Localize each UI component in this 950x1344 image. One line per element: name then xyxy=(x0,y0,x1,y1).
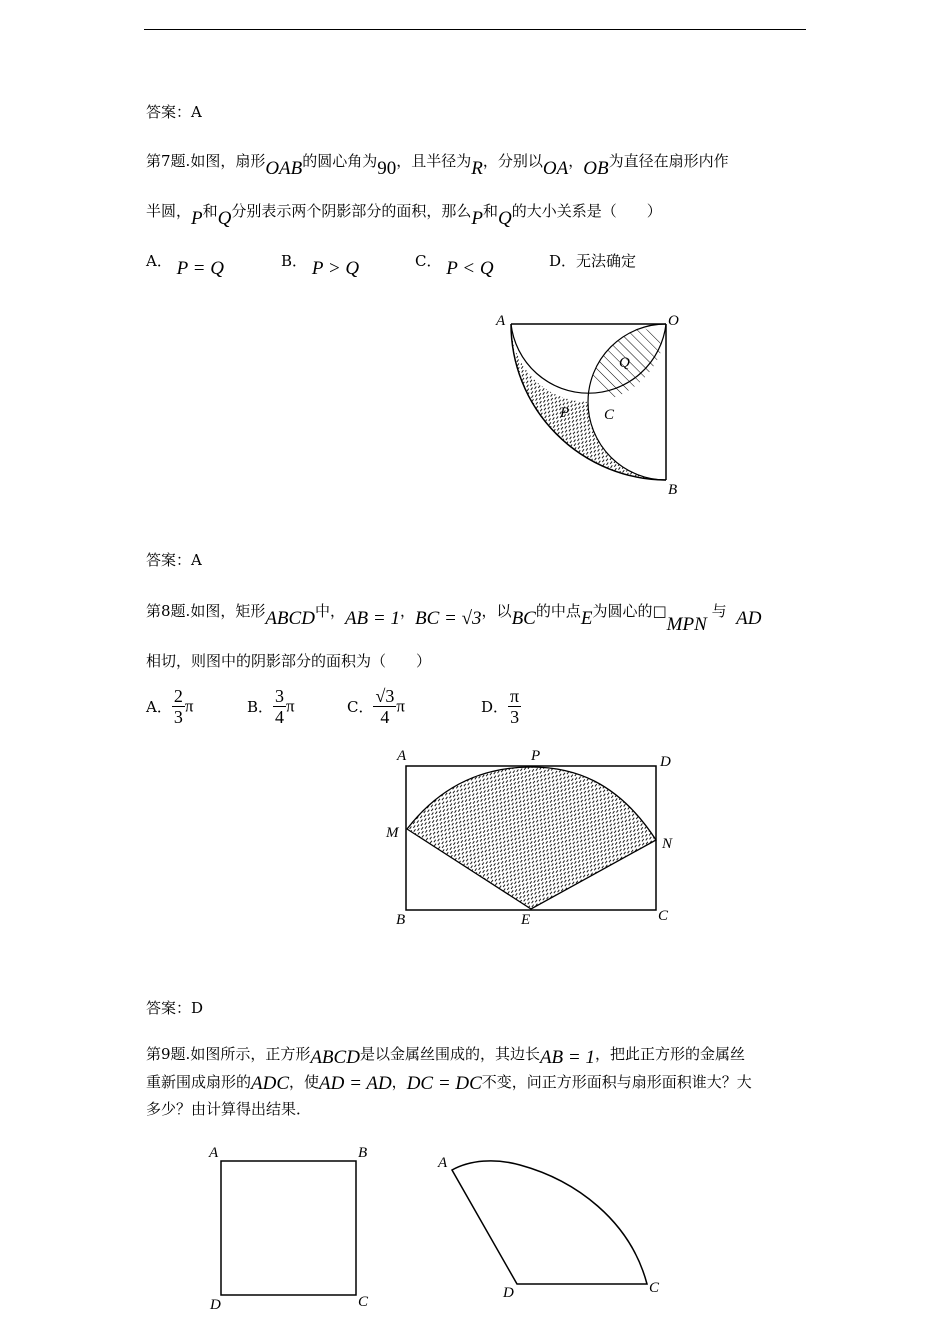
q7-label-a: A xyxy=(496,313,506,329)
q8-shaded-sector xyxy=(407,767,656,909)
q9-square-label-b: B xyxy=(358,1145,368,1161)
q8-label-d: D xyxy=(660,754,671,770)
q9-sector-figure xyxy=(437,1155,660,1301)
q9-line2: 重新围成扇形的ADC，使AD = AD，DC = DC不变，问正方形面积与扇形面积谁大？大 xyxy=(146,1073,752,1094)
q8-option-c: C． $\frac{√3}{4}$ π xyxy=(347,686,405,727)
q8-option-a: A． $\frac{2}{3}$ π xyxy=(146,686,194,727)
q9-sector-label-a: A xyxy=(438,1155,448,1171)
q8-title: 第8题. xyxy=(146,602,191,620)
q8-label-e: E xyxy=(521,912,531,928)
q8-line2: 相切，则图中的阴影部分的面积为（ ） xyxy=(146,652,432,670)
q9-square xyxy=(221,1161,356,1295)
q7-label-p: P xyxy=(560,405,570,421)
q7-line1: 第7题.如图，扇形OAB的圆心角为90，且半径为R，分别以OA，OB为直径在扇形内作 xyxy=(146,152,729,179)
q9-line1: 第9题.如图所示，正方形ABCD是以金属丝围成的，其边长AB = 1，把此正方形的金属丝 xyxy=(146,1045,746,1068)
q9-sector-label-d: D xyxy=(503,1285,514,1301)
answer-q6: 答案：A xyxy=(146,103,202,121)
q8-label-m: M xyxy=(386,825,399,841)
q9-sector xyxy=(452,1161,647,1284)
answer-q7: 答案：A xyxy=(146,551,202,569)
q9-sector-label-c: C xyxy=(649,1280,660,1296)
q8-label-a: A xyxy=(397,748,407,764)
q7-label-c: C xyxy=(604,407,615,423)
q8-label-p: P xyxy=(531,748,541,764)
q9-line3: 多少？由计算得出结果． xyxy=(146,1100,312,1118)
q8-figure xyxy=(385,748,673,928)
q9-square-figure xyxy=(208,1145,369,1313)
q8-label-c: C xyxy=(658,908,669,924)
q9-square-label-c: C xyxy=(358,1294,369,1310)
q7-option-d: D．无法确定 xyxy=(549,252,637,270)
q7-title: 第7题. xyxy=(146,152,191,170)
q8-option-d: D． $\frac{\pi}{3}$ xyxy=(481,686,520,727)
q7-label-q: Q xyxy=(619,355,630,371)
q9-square-label-d: D xyxy=(210,1297,221,1313)
q8-label-n: N xyxy=(662,836,673,852)
q9-square-label-a: A xyxy=(209,1145,219,1161)
q7-label-o: O xyxy=(668,313,679,329)
q7-figure xyxy=(495,313,679,498)
q8-label-b: B xyxy=(396,912,406,928)
q7-line2: 半圆，P和Q分别表示两个阴影部分的面积，那么P和Q的大小关系是（ ） xyxy=(146,202,662,229)
q8-option-b: B． $\frac{3}{4}$ π xyxy=(247,686,295,727)
q7-label-b: B xyxy=(668,482,678,498)
q7-option-c: C． P < Q xyxy=(415,252,494,279)
q7-option-a: A． P = Q xyxy=(146,252,224,279)
q9-title: 第9题. xyxy=(146,1045,191,1063)
q7-option-b: B． P > Q xyxy=(281,252,360,279)
answer-q8: 答案：D xyxy=(146,999,204,1017)
q8-line1: 第8题.如图，矩形ABCD中，AB = 1，BC = √3，以BC的中点E为圆心的□MPN 与 AD xyxy=(146,602,762,635)
